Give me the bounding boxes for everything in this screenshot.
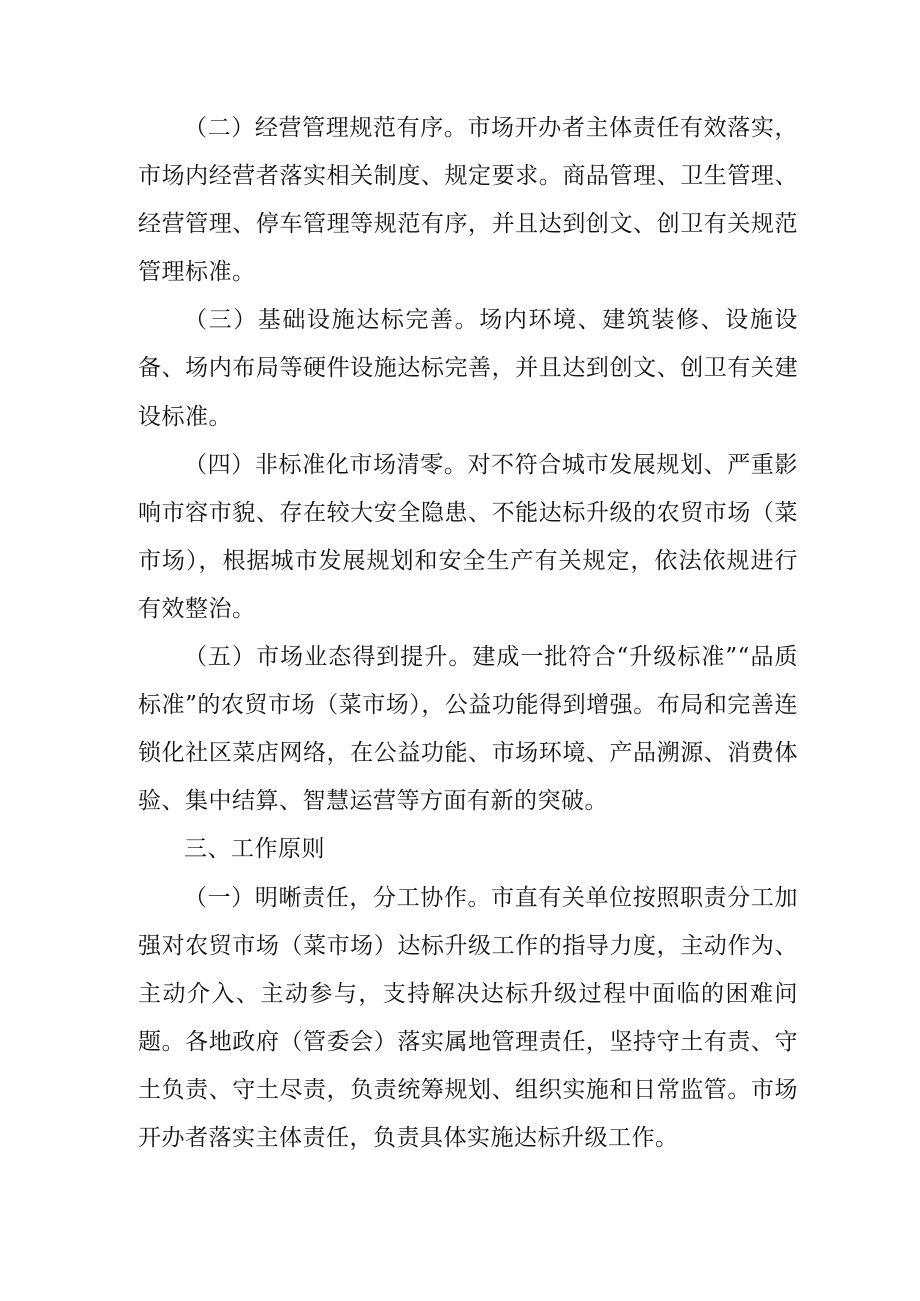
paragraph-clear-responsibility: （一）明晰责任，分工协作。市直有关单位按照职责分工加强对农贸市场（菜市场）达标升级工作的指导力度，主动作为、主动介入、主动参与，支持解决达标升级过程中面临的困难问题。各地政府（管委会）落实属地管理责任，坚持守土有责、守土负责、守土尽责，负责统筹规划、组织实施和日常监管。市场开办者落实主体责任，负责具体实施达标升级工作。 bbox=[138, 884, 798, 1151]
paragraph-business-management: （二）经营管理规范有序。市场开办者主体责任有效落实，市场内经营者落实相关制度、规定要求。商品管理、卫生管理、经营管理、停车管理等规范有序，并且达到创文、创卫有关规范管理标准。 bbox=[138, 115, 798, 286]
document-page bbox=[138, 104, 798, 1162]
paragraph-infrastructure: （三）基础设施达标完善。场内环境、建筑装修、设施设备、场内布局等硬件设施达标完善，并且达到创文、创卫有关建设标准。 bbox=[138, 307, 798, 430]
section-heading-work-principles: 三、工作原则 bbox=[184, 836, 325, 863]
paragraph-non-standard-markets: （四）非标准化市场清零。对不符合城市发展规划、严重影响市容市貌、存在较大安全隐患、不能达标升级的农贸市场（菜市场），根据城市发展规划和安全生产有关规定，依法依规进行有效整治。 bbox=[138, 451, 798, 622]
paragraph-market-upgrade: （五）市场业态得到提升。建成一批符合“升级标准”“品质标准”的农贸市场（菜市场），公益功能得到增强。布局和完善连锁化社区菜店网络，在公益功能、市场环境、产品溯源、消费体验、集中结算、智慧运营等方面有新的突破。 bbox=[138, 644, 798, 815]
